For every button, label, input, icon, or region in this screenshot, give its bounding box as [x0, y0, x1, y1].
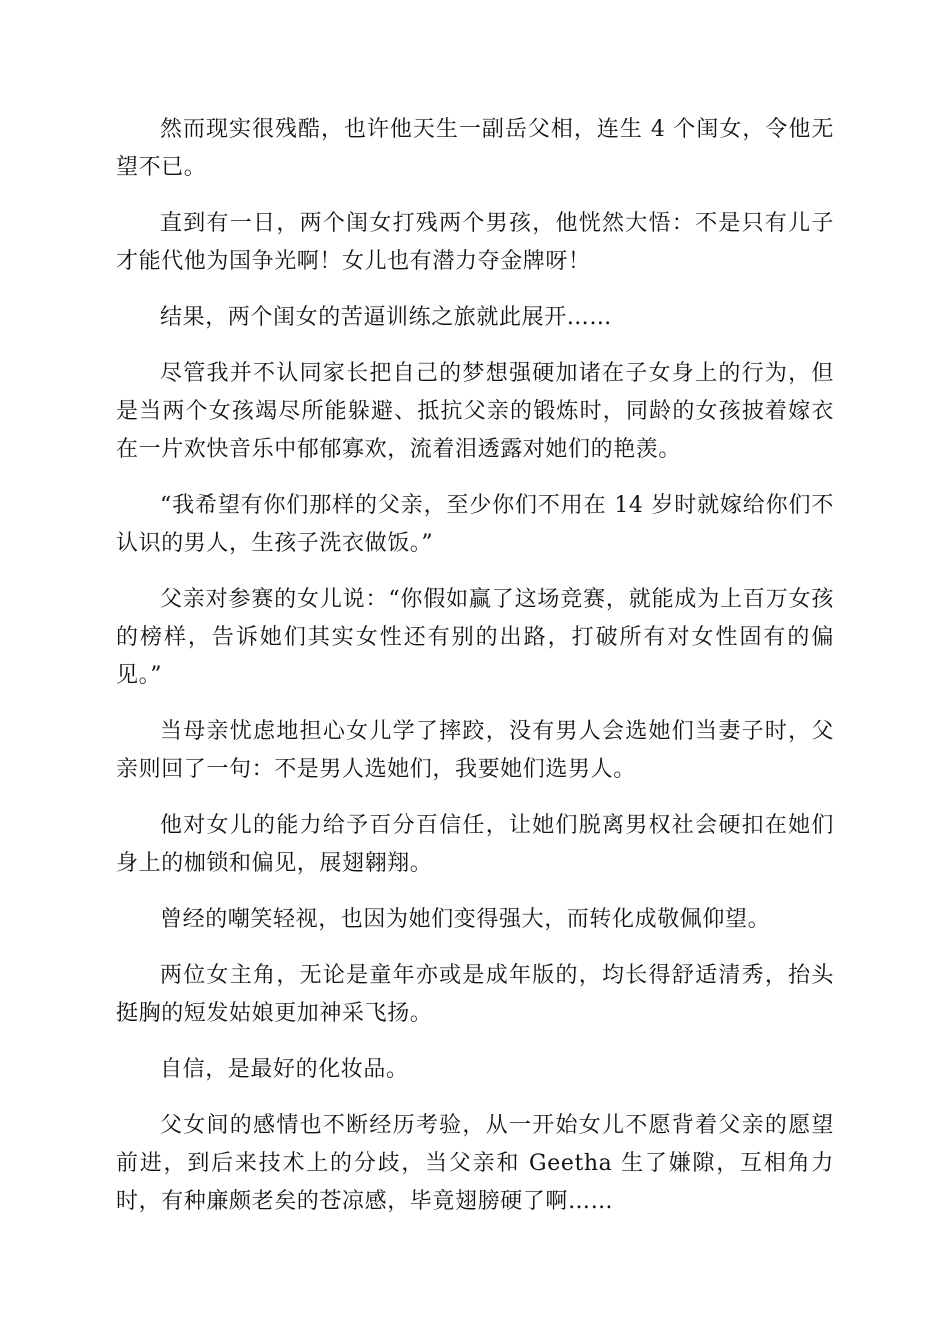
paragraph: 尽管我并不认同家长把自己的梦想强硬加诸在子女身上的行为，但是当两个女孩竭尽所能躲避、抵抗父亲的锻炼时，同龄的女孩披着嫁衣在一片欢快音乐中郁郁寡欢，流着泪透露对她们的艳羡。: [116, 361, 834, 462]
paragraph: 然而现实很残酷，也许他天生一副岳父相，连生 4 个闺女，令他无望不已。: [116, 117, 834, 180]
paragraph: 他对女儿的能力给予百分百信任，让她们脱离男权社会硬扣在她们身上的枷锁和偏见，展翅翱翔。: [116, 813, 834, 876]
paragraph: 直到有一日，两个闺女打残两个男孩，他恍然大悟：不是只有儿子才能代他为国争光啊！女儿也有潜力夺金牌呀！: [116, 211, 834, 274]
document-body: [116, 111, 834, 1239]
paragraph: 自信，是最好的化妆品。: [160, 1057, 409, 1082]
paragraph: 结果，两个闺女的苦逼训练之旅就此展开……: [160, 305, 613, 330]
paragraph: 两位女主角，无论是童年亦或是成年版的，均长得舒适清秀，抬头挺胸的短发姑娘更加神采飞扬。: [116, 963, 834, 1026]
paragraph: 曾经的嘲笑轻视，也因为她们变得强大，而转化成敬佩仰望。: [160, 907, 771, 932]
paragraph: 父女间的感情也不断经历考验，从一开始女儿不愿背着父亲的愿望前进，到后来技术上的分歧，当父亲和 Geetha 生了嫌隙，互相角力时，有种廉颇老矣的苍凉感，毕竟翅膀硬了啊……: [116, 1113, 834, 1214]
paragraph: “我希望有你们那样的父亲，至少你们不用在 14 岁时就嫁给你们不认识的男人，生孩子洗衣做饭。”: [116, 493, 834, 556]
paragraph: 当母亲忧虑地担心女儿学了摔跤，没有男人会选她们当妻子时，父亲则回了一句：不是男人选她们，我要她们选男人。: [116, 719, 834, 782]
paragraph: 父亲对参赛的女儿说：“你假如赢了这场竞赛，就能成为上百万女孩的榜样，告诉她们其实女性还有别的出路，打破所有对女性固有的偏见。”: [116, 587, 834, 688]
